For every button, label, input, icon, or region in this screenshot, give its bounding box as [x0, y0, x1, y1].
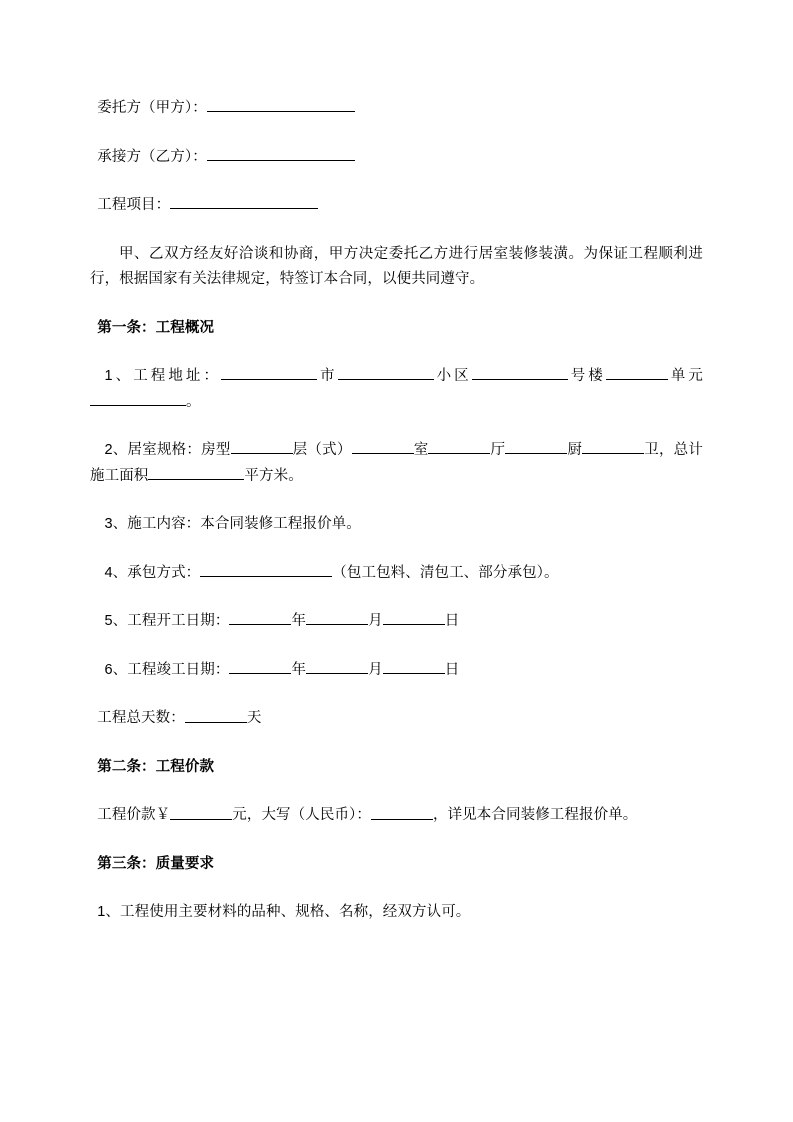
- field-row-party-b: [90, 145, 703, 171]
- clause-1-4-blank-mode[interactable]: [200, 561, 332, 577]
- clause-1-2: [90, 438, 703, 489]
- clause-1-1-blank-community[interactable]: [338, 364, 434, 380]
- clause-1-1-text-end: 。: [186, 393, 201, 410]
- clause-1-5: [90, 609, 703, 635]
- clause-1-6-text-month: 月: [368, 662, 383, 679]
- clause-1-1-blank-room[interactable]: [90, 390, 186, 406]
- field-row-project: [90, 193, 703, 219]
- clause-2-1-prefix: 工程价款￥: [97, 807, 171, 824]
- clause-1-total-days-blank[interactable]: [185, 706, 247, 722]
- clause-1-6-blank-month[interactable]: [306, 658, 368, 674]
- clause-2-1-text-amount: 元，大写（人民币）：: [232, 807, 371, 824]
- field-label-party-b: 承接方（乙方）：: [97, 148, 207, 165]
- clause-1-total-days-text: 天: [246, 710, 262, 727]
- clause-1-4: [90, 561, 703, 587]
- clause-1-1-text-city: 市: [317, 368, 338, 385]
- section-title-2: 第二条：工程价款: [97, 759, 215, 776]
- clause-1-5-blank-year[interactable]: [229, 609, 291, 625]
- clause-1-2-blank-area[interactable]: [148, 464, 244, 480]
- clause-2-1-text-end: ，详见本合同装修工程报价单。: [433, 807, 638, 824]
- clause-1-3: 3、施工内容：本合同装修工程报价单。: [104, 516, 361, 533]
- clause-1-2-blank-floor[interactable]: [231, 438, 293, 454]
- clause-1-6-blank-day[interactable]: [383, 658, 445, 674]
- clause-1-2-text-floor: 层（式）: [292, 442, 352, 459]
- clause-1-1-blank-unit[interactable]: [606, 364, 668, 380]
- section-title-1: 第一条：工程概况: [97, 319, 215, 336]
- clause-1-6-text-day: 日: [444, 662, 460, 679]
- clause-1-2-prefix: 2、居室规格：房型: [104, 442, 231, 459]
- clause-1-5-blank-day[interactable]: [383, 609, 445, 625]
- clause-1-6: [90, 658, 703, 684]
- clause-1-2-blank-living[interactable]: [428, 438, 490, 454]
- clause-1-4-prefix: 4、承包方式：: [104, 564, 201, 581]
- clause-1-total-days: [90, 706, 703, 732]
- clause-1-2-text-kitchen: 厨: [567, 442, 583, 459]
- clause-2-1-blank-amount[interactable]: [170, 803, 232, 819]
- field-blank-party-a[interactable]: [207, 96, 355, 112]
- clause-1-2-text-living: 厅: [490, 442, 506, 459]
- clause-1-2-text-area: 平方米。: [244, 467, 303, 484]
- clause-1-1-text-community: 小区: [433, 368, 472, 385]
- clause-1-1-blank-building[interactable]: [472, 364, 568, 380]
- clause-1-1-text-unit: 单元: [667, 368, 704, 385]
- section-title-3: 第三条：质量要求: [97, 856, 215, 872]
- field-blank-party-b[interactable]: [207, 145, 355, 161]
- clause-1-2-blank-bath[interactable]: [582, 438, 644, 454]
- field-row-party-a: [90, 96, 703, 122]
- clause-2-1: [90, 803, 703, 829]
- clause-1-5-prefix: 5、工程开工日期：: [104, 613, 230, 630]
- clause-1-1-blank-city[interactable]: [221, 364, 317, 380]
- clause-1-2-text-bedroom: 室: [413, 442, 429, 459]
- clause-1-1-prefix: 1、工程地址：: [104, 368, 222, 385]
- preamble-paragraph: 甲、乙双方经友好洽谈和协商，甲方决定委托乙方进行居室装修装潢。为保证工程顺利进行，根据国家有关法律规定，特签订本合同，以便共同遵守。: [90, 245, 703, 288]
- clause-1-6-text-year: 年: [291, 662, 307, 679]
- clause-1-2-text-bath: 卫，总计施工面积: [90, 442, 703, 484]
- field-label-project: 工程项目：: [97, 197, 171, 214]
- clause-3-1: 1、工程使用主要材料的品种、规格、名称，经双方认可。: [97, 904, 471, 921]
- clause-1-5-text-year: 年: [291, 613, 307, 630]
- document-body: [90, 96, 703, 926]
- clause-1-1: [90, 364, 703, 415]
- clause-1-6-blank-year[interactable]: [229, 658, 291, 674]
- clause-1-2-blank-kitchen[interactable]: [505, 438, 567, 454]
- clause-1-1-text-building: 号楼: [567, 368, 606, 385]
- clause-1-6-prefix: 6、工程竣工日期：: [104, 662, 230, 679]
- clause-1-5-text-month: 月: [368, 613, 383, 630]
- clause-1-4-text-mode: （包工包料、清包工、部分承包）。: [332, 564, 559, 581]
- clause-1-total-days-prefix: 工程总天数：: [97, 710, 185, 727]
- field-blank-project[interactable]: [170, 193, 318, 209]
- clause-2-1-blank-words[interactable]: [371, 803, 433, 819]
- clause-1-2-blank-bedroom[interactable]: [352, 438, 414, 454]
- clause-1-5-text-day: 日: [444, 613, 460, 630]
- field-label-party-a: 委托方（甲方）：: [97, 100, 207, 117]
- clause-1-5-blank-month[interactable]: [306, 609, 368, 625]
